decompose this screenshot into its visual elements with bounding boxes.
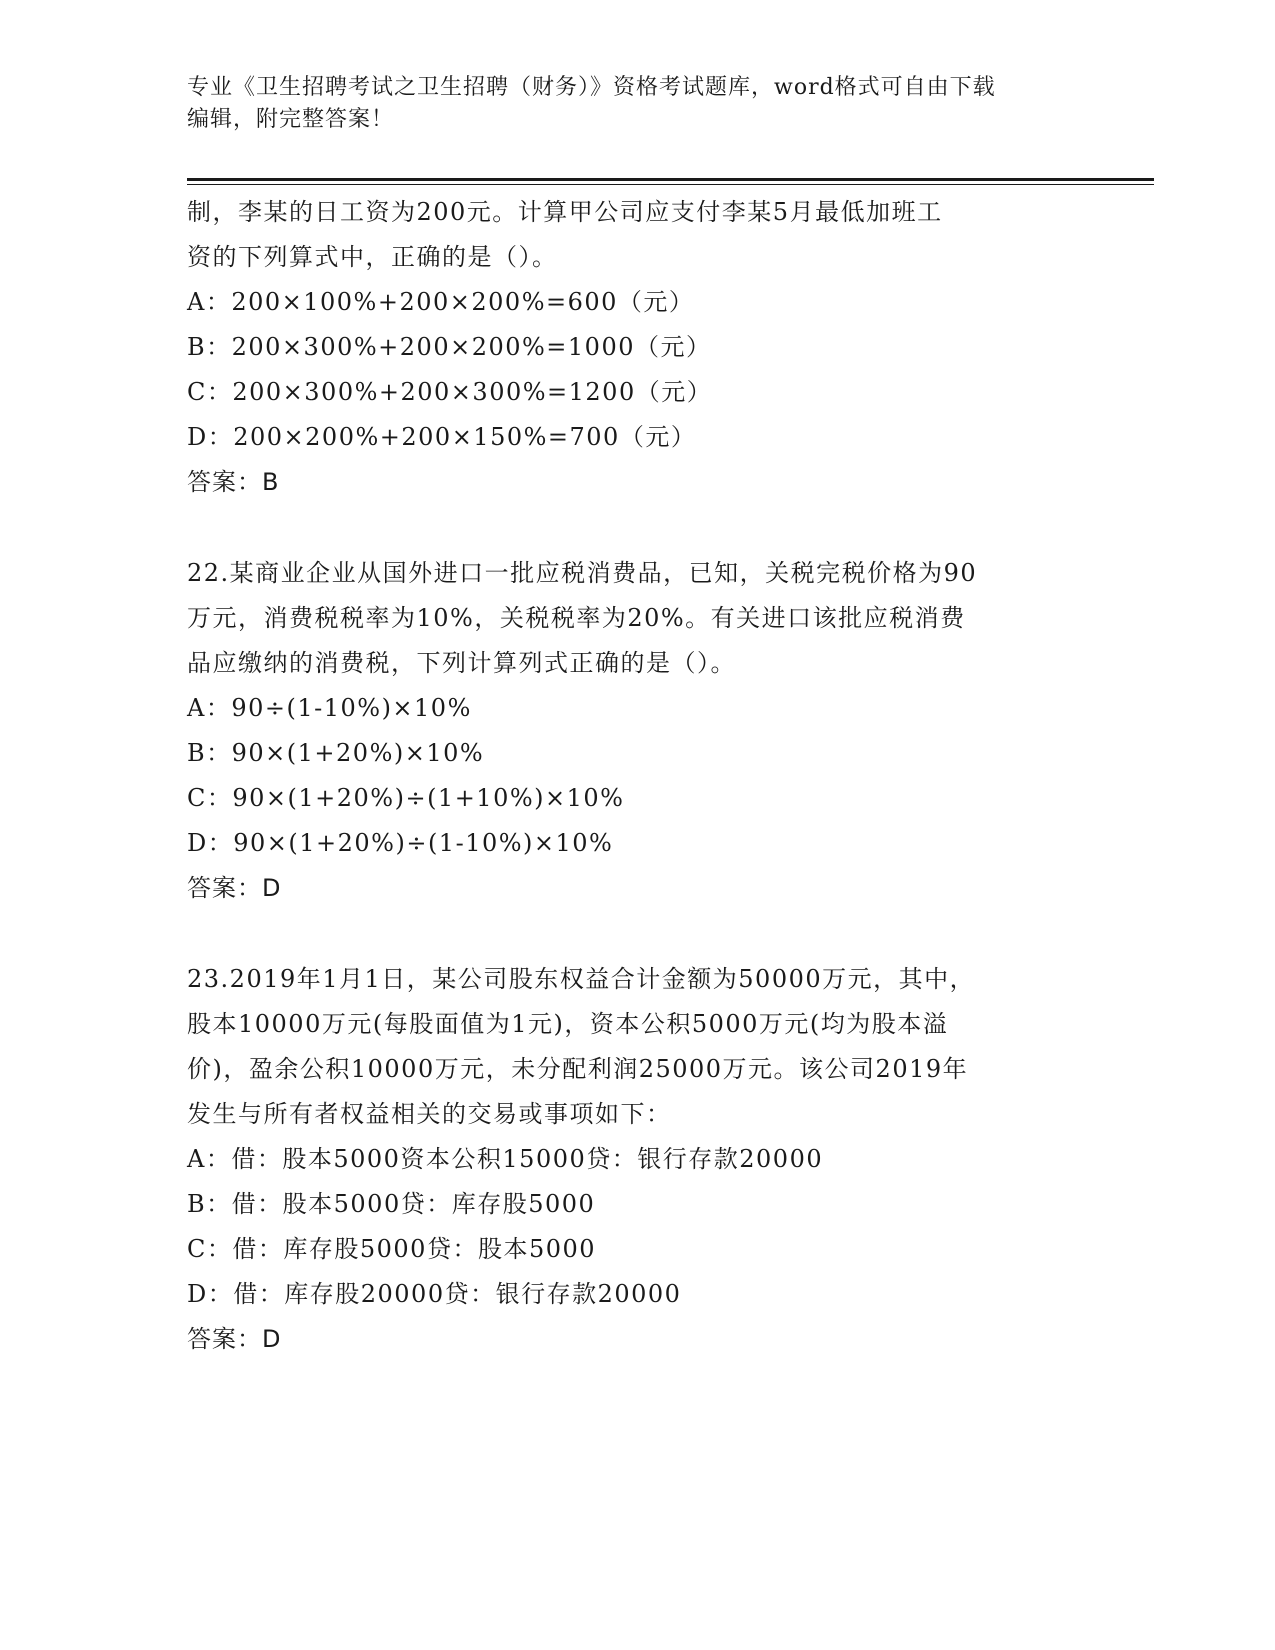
answer: 答案：B [187,468,280,496]
header-line-2: 编辑，附完整答案！ [187,107,395,132]
option-d: D：90×(1+20%)÷(1-10%)×10% [187,829,614,857]
header-line-1: 专业《卫生招聘考试之卫生招聘（财务）》资格考试题库，word格式可自由下载 [187,75,996,100]
question-stem-line: 发生与所有者权益相关的交易或事项如下： [187,1100,672,1128]
option-d: D：200×200%+200×150%=700（元） [187,423,697,451]
answer: 答案：D [187,1325,282,1353]
header-rule-thick [187,178,1154,181]
answer: 答案：D [187,874,282,902]
option-c: C：借：库存股5000贷：股本5000 [187,1235,597,1263]
document-header [187,72,1067,136]
question-stem-line: 万元，消费税税率为10%，关税税率为20%。有关进口该批应税消费 [187,604,966,632]
question-stem-line: 23.2019年1月1日，某公司股东权益合计金额为50000万元，其中， [187,965,976,993]
option-b: B：200×300%+200×200%=1000（元） [187,333,712,361]
header-rule-thin [187,184,1154,185]
question-stem-line: 价)，盈余公积10000万元，未分配利润25000万元。该公司2019年 [187,1055,969,1083]
option-c: C：200×300%+200×300%=1200（元） [187,378,713,406]
question-22 [187,551,1087,911]
option-b: B：90×(1+20%)×10% [187,739,485,767]
option-c: C：90×(1+20%)÷(1+10%)×10% [187,784,625,812]
option-a: A：200×100%+200×200%=600（元） [187,288,695,316]
question-stem-line: 股本10000万元(每股面值为1元)，资本公积5000万元(均为股本溢 [187,1010,949,1038]
option-b: B：借：股本5000贷：库存股5000 [187,1190,596,1218]
question-stem-line: 制，李某的日工资为200元。计算甲公司应支付李某5月最低加班工 [187,198,943,226]
question-stem-line: 22.某商业企业从国外进口一批应税消费品，已知，关税完税价格为90 [187,559,978,587]
question-23 [187,957,1087,1362]
question-stem-line: 品应缴纳的消费税，下列计算列式正确的是（）。 [187,649,736,677]
document-body [187,190,1087,1362]
question-stem-line: 资的下列算式中，正确的是（）。 [187,243,558,271]
question-21 [187,190,1087,505]
option-a: A：借：股本5000资本公积15000贷：银行存款20000 [187,1145,824,1173]
option-d: D：借：库存股20000贷：银行存款20000 [187,1280,682,1308]
option-a: A：90÷(1-10%)×10% [187,694,472,722]
